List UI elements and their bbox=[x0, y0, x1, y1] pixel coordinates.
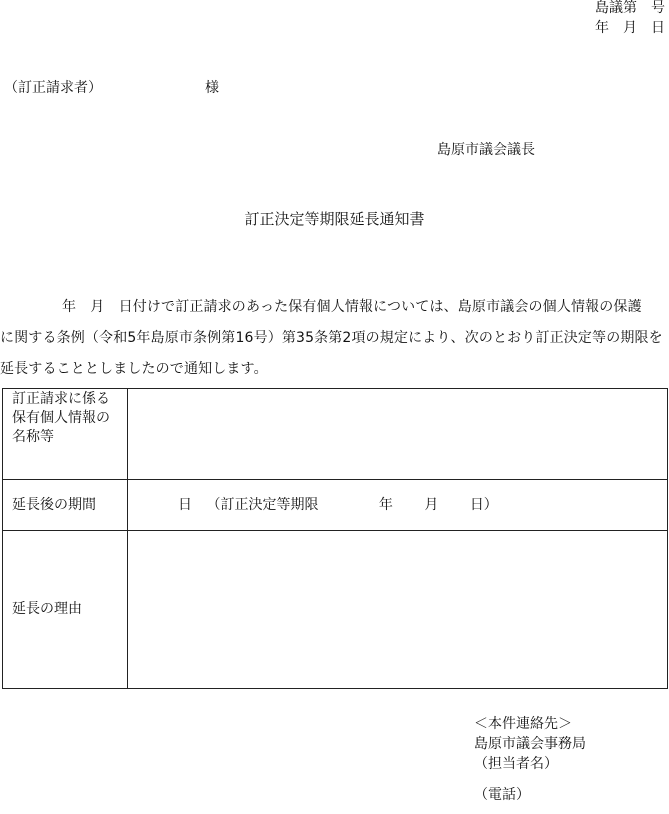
contact-heading: ＜本件連絡先＞ bbox=[474, 716, 572, 732]
reason-label: 延長の理由 bbox=[3, 531, 128, 689]
contact-phone: （電話） bbox=[474, 787, 530, 803]
document-title: 訂正決定等期限延長通知書 bbox=[244, 210, 425, 228]
period-year-unit: 年 bbox=[378, 496, 393, 513]
table-row-reason bbox=[3, 531, 668, 689]
addressee-label: （訂正請求者） bbox=[4, 80, 102, 96]
contact-office: 島原市議会事務局 bbox=[474, 736, 586, 752]
personal-info-label-line-2: 保有個人情報の bbox=[12, 410, 110, 426]
notice-body bbox=[0, 292, 669, 385]
document-date: 年 月 日 bbox=[595, 20, 665, 36]
document-number: 島議第 号 bbox=[595, 0, 665, 16]
extended-period-label: 延長後の期間 bbox=[3, 480, 128, 531]
period-month-unit: 月 bbox=[424, 496, 439, 513]
table-row-extended-period bbox=[3, 480, 668, 531]
table-row-personal-info bbox=[3, 389, 668, 480]
contact-person: （担当者名） bbox=[474, 756, 558, 772]
personal-info-label bbox=[3, 389, 128, 480]
notice-body-line-1: 年 月 日付けで訂正請求のあった保有個人情報については、島原市議会の個人情報の保護 bbox=[62, 299, 642, 315]
sender-name: 島原市議会議長 bbox=[437, 142, 535, 158]
contact-block bbox=[474, 714, 586, 805]
personal-info-label-line-1: 訂正請求に係る bbox=[12, 391, 110, 407]
extension-info-table bbox=[2, 388, 668, 689]
personal-info-label-line-3: 名称等 bbox=[12, 429, 54, 445]
personal-info-value bbox=[128, 389, 668, 480]
period-deadline-label: （訂正決定等期限 bbox=[206, 496, 319, 513]
period-days-unit: 日 bbox=[178, 496, 192, 513]
notice-body-line-3: 延長することとしましたので通知します。 bbox=[0, 361, 268, 377]
reason-value bbox=[128, 531, 668, 689]
period-date-unit: 日） bbox=[469, 496, 498, 513]
extended-period-value bbox=[128, 480, 668, 531]
addressee-honorific: 様 bbox=[205, 80, 219, 96]
notice-body-line-2: に関する条例（令和5年島原市条例第16号）第35条第2項の規定により、次のとおり訂正決定等の期限を bbox=[0, 330, 663, 346]
